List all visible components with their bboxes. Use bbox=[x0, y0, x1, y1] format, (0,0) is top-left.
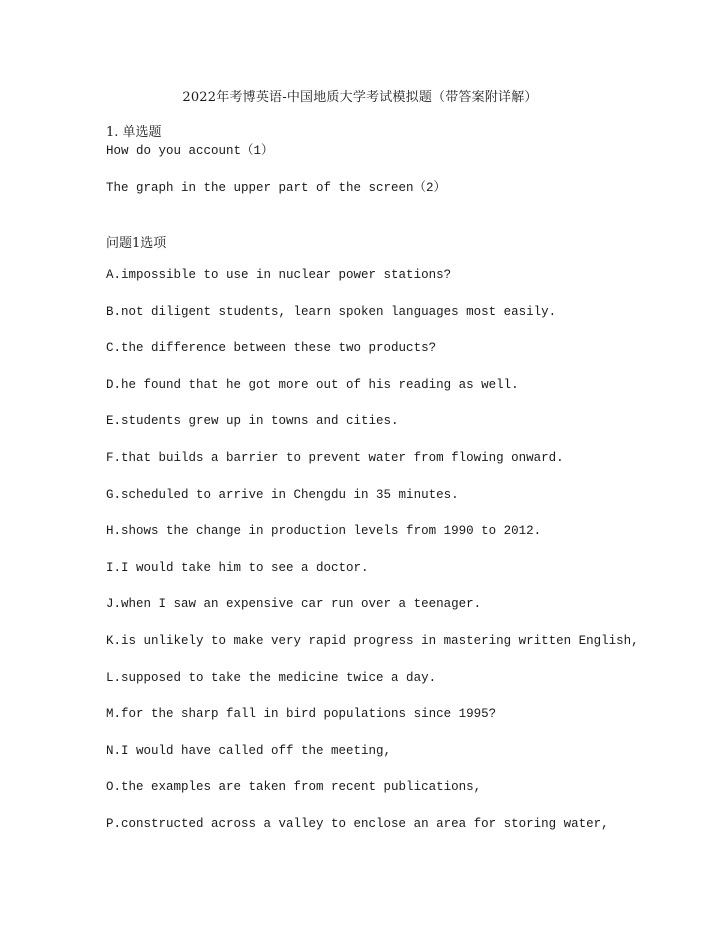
options-heading: 问题1选项 bbox=[106, 236, 167, 251]
option-text: that builds a barrier to prevent water from flowing onward. bbox=[121, 451, 564, 465]
option-item bbox=[106, 817, 609, 831]
option-text: I would take him to see a doctor. bbox=[121, 560, 369, 575]
option-item bbox=[106, 634, 639, 648]
option-text: not diligent students, learn spoken languages most easily. bbox=[121, 304, 557, 319]
option-text: impossible to use in nuclear power stations? bbox=[121, 268, 452, 282]
option-text: constructed across a valley to enclose an area for storing water, bbox=[121, 817, 609, 831]
option-letter: F. bbox=[106, 451, 122, 465]
option-letter: C. bbox=[106, 341, 122, 356]
option-letter: P. bbox=[106, 817, 122, 831]
option-item bbox=[106, 671, 436, 685]
option-letter: G. bbox=[106, 487, 122, 502]
option-text: scheduled to arrive in Chengdu in 35 minutes. bbox=[121, 487, 459, 502]
option-text: students grew up in towns and cities. bbox=[121, 414, 399, 429]
option-letter: M. bbox=[106, 707, 122, 722]
option-item bbox=[106, 561, 369, 575]
option-text: for the sharp fall in bird populations since 1995? bbox=[121, 707, 497, 722]
option-text: I would have called off the meeting, bbox=[121, 743, 392, 758]
question-stem-2: The graph in the upper part of the screen（2） bbox=[106, 181, 447, 195]
option-item bbox=[106, 305, 556, 319]
option-item bbox=[106, 707, 496, 721]
section-heading: 1. 单选题 bbox=[106, 125, 162, 140]
option-item bbox=[106, 451, 564, 465]
option-letter: J. bbox=[106, 597, 122, 612]
option-text: is unlikely to make very rapid progress in mastering written English, bbox=[121, 634, 639, 648]
option-item bbox=[106, 597, 481, 611]
option-text: the difference between these two products? bbox=[121, 341, 437, 356]
option-letter: L. bbox=[106, 670, 122, 685]
option-letter: K. bbox=[106, 634, 122, 648]
option-item bbox=[106, 268, 451, 282]
option-item bbox=[106, 378, 519, 392]
option-text: the examples are taken from recent publications, bbox=[121, 780, 482, 795]
option-letter: B. bbox=[106, 304, 122, 319]
option-item bbox=[106, 524, 541, 538]
option-letter: O. bbox=[106, 780, 122, 795]
option-text: when I saw an expensive car run over a teenager. bbox=[121, 597, 482, 612]
option-item bbox=[106, 341, 436, 355]
option-item bbox=[106, 744, 391, 758]
option-text: shows the change in production levels from 1990 to 2012. bbox=[121, 524, 542, 539]
option-item bbox=[106, 488, 459, 502]
document-title: 2022年考博英语-中国地质大学考试模拟题（带答案附详解） bbox=[182, 90, 538, 105]
option-letter: D. bbox=[106, 377, 122, 392]
option-letter: E. bbox=[106, 414, 122, 429]
question-stem-1: How do you account（1） bbox=[106, 144, 274, 158]
option-letter: H. bbox=[106, 524, 122, 539]
option-letter: A. bbox=[106, 268, 122, 282]
option-item bbox=[106, 414, 399, 428]
option-letter: N. bbox=[106, 743, 122, 758]
option-text: supposed to take the medicine twice a day. bbox=[121, 670, 437, 685]
option-text: he found that he got more out of his reading as well. bbox=[121, 377, 519, 392]
option-item bbox=[106, 780, 481, 794]
option-letter: I. bbox=[106, 560, 122, 575]
